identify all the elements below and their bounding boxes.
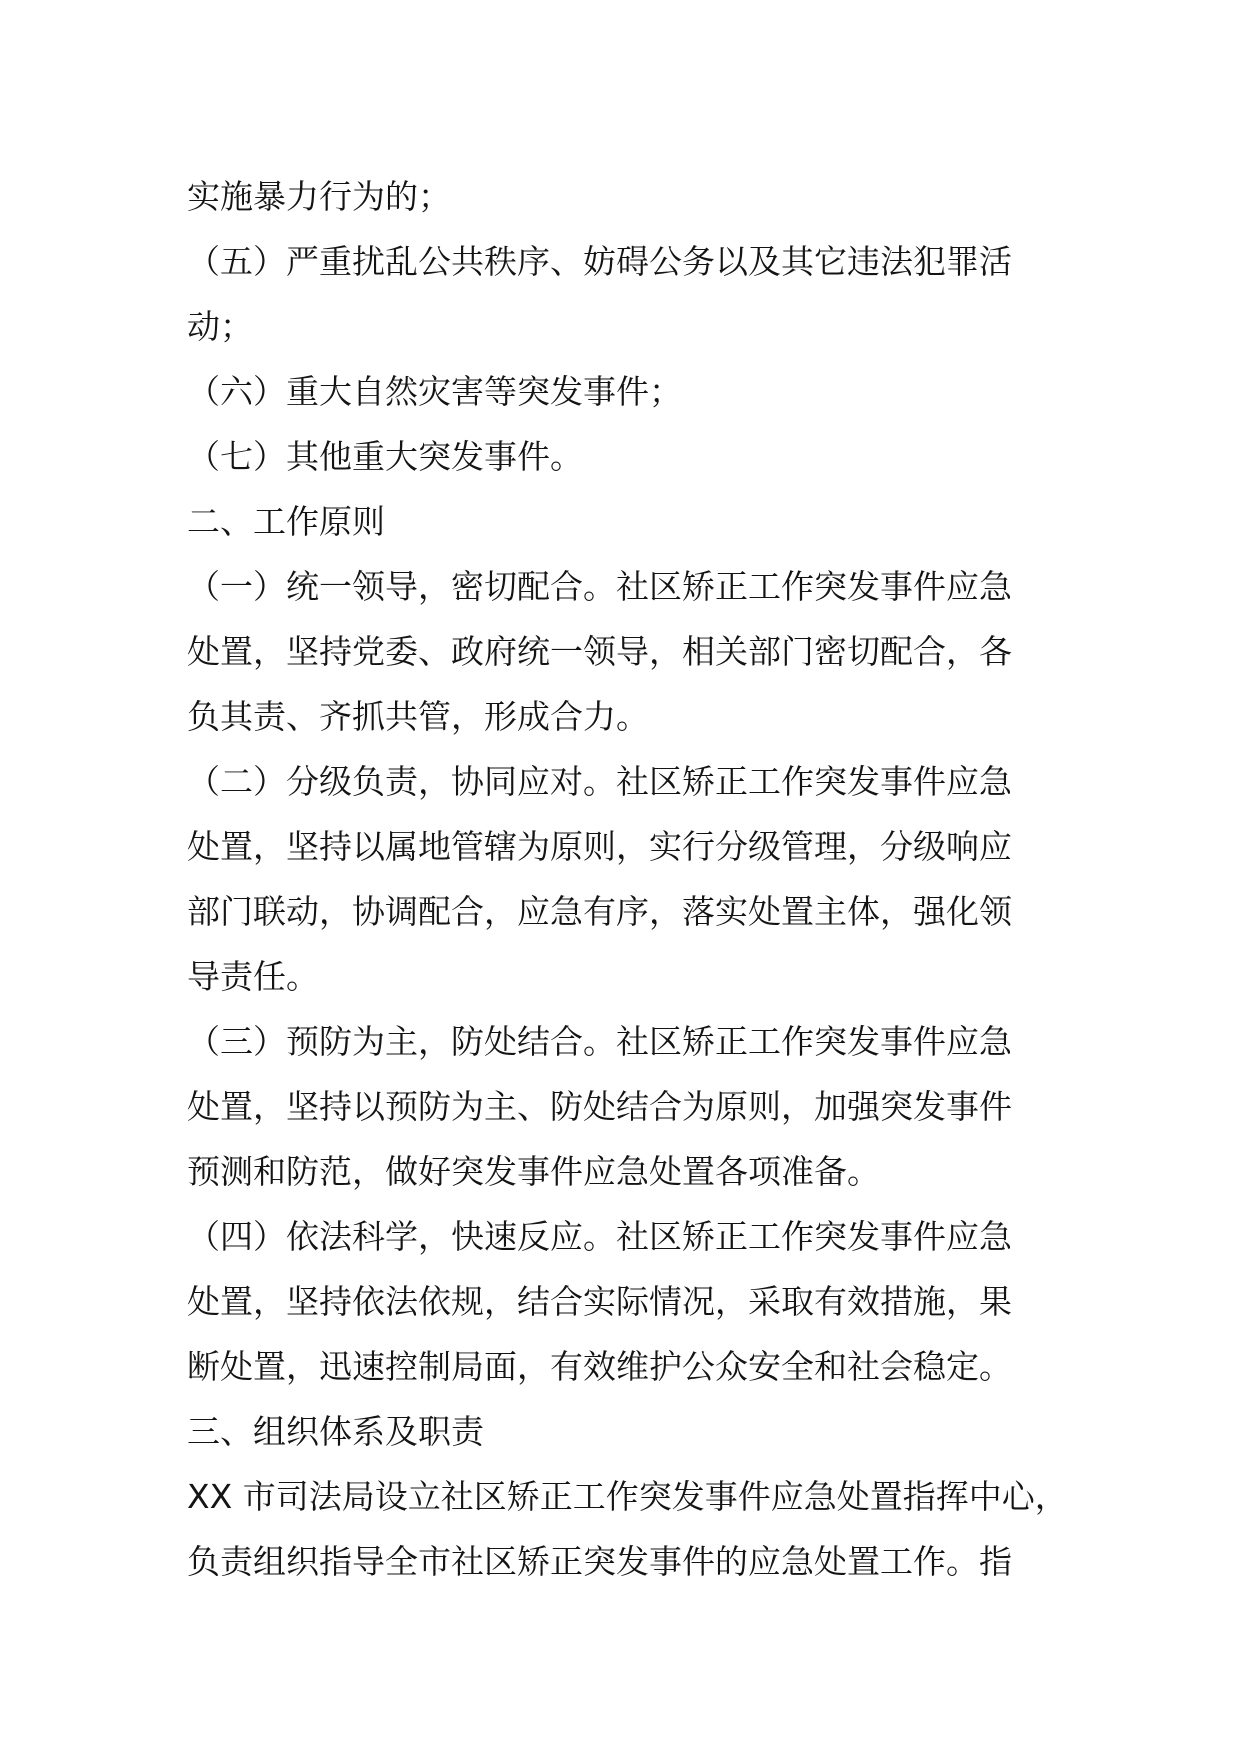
- text-line: （四）依法科学，快速反应。社区矫正工作突发事件应急: [187, 1217, 1012, 1256]
- text-line: （二）分级负责，协同应对。社区矫正工作突发事件应急: [187, 762, 1012, 801]
- text-line: 负责组织指导全市社区矫正突发事件的应急处置工作。指: [187, 1542, 1012, 1581]
- text-line: （五）严重扰乱公共秩序、妨碍公务以及其它违法犯罪活: [187, 242, 1012, 281]
- text-line: 负其责、齐抓共管，形成合力。: [187, 697, 649, 736]
- text-line: XX 市司法局设立社区矫正工作突发事件应急处置指挥中心，: [187, 1477, 1068, 1516]
- text-line: （三）预防为主，防处结合。社区矫正工作突发事件应急: [187, 1022, 1012, 1061]
- text-line: 处置，坚持以属地管辖为原则，实行分级管理，分级响应: [187, 827, 1012, 866]
- text-line: （六）重大自然灾害等突发事件；: [187, 372, 682, 411]
- text-line: （七）其他重大突发事件。: [187, 437, 583, 476]
- text-line: 动；: [187, 307, 253, 346]
- text-line: 处置，坚持党委、政府统一领导，相关部门密切配合，各: [187, 632, 1012, 671]
- text-line: 实施暴力行为的；: [187, 177, 451, 216]
- text-line: 部门联动，协调配合，应急有序，落实处置主体，强化领: [187, 892, 1012, 931]
- section-heading: 二、工作原则: [187, 502, 385, 541]
- text-line: 处置，坚持依法依规，结合实际情况，采取有效措施，果: [187, 1282, 1012, 1321]
- text-line: （一）统一领导，密切配合。社区矫正工作突发事件应急: [187, 567, 1012, 606]
- document-body: [187, 164, 1087, 1594]
- text-line: 断处置，迅速控制局面，有效维护公众安全和社会稳定。: [187, 1347, 1012, 1386]
- text-line: 导责任。: [187, 957, 319, 996]
- text-line: 处置，坚持以预防为主、防处结合为原则，加强突发事件: [187, 1087, 1012, 1126]
- text-line: 预测和防范，做好突发事件应急处置各项准备。: [187, 1152, 880, 1191]
- section-heading: 三、组织体系及职责: [187, 1412, 484, 1451]
